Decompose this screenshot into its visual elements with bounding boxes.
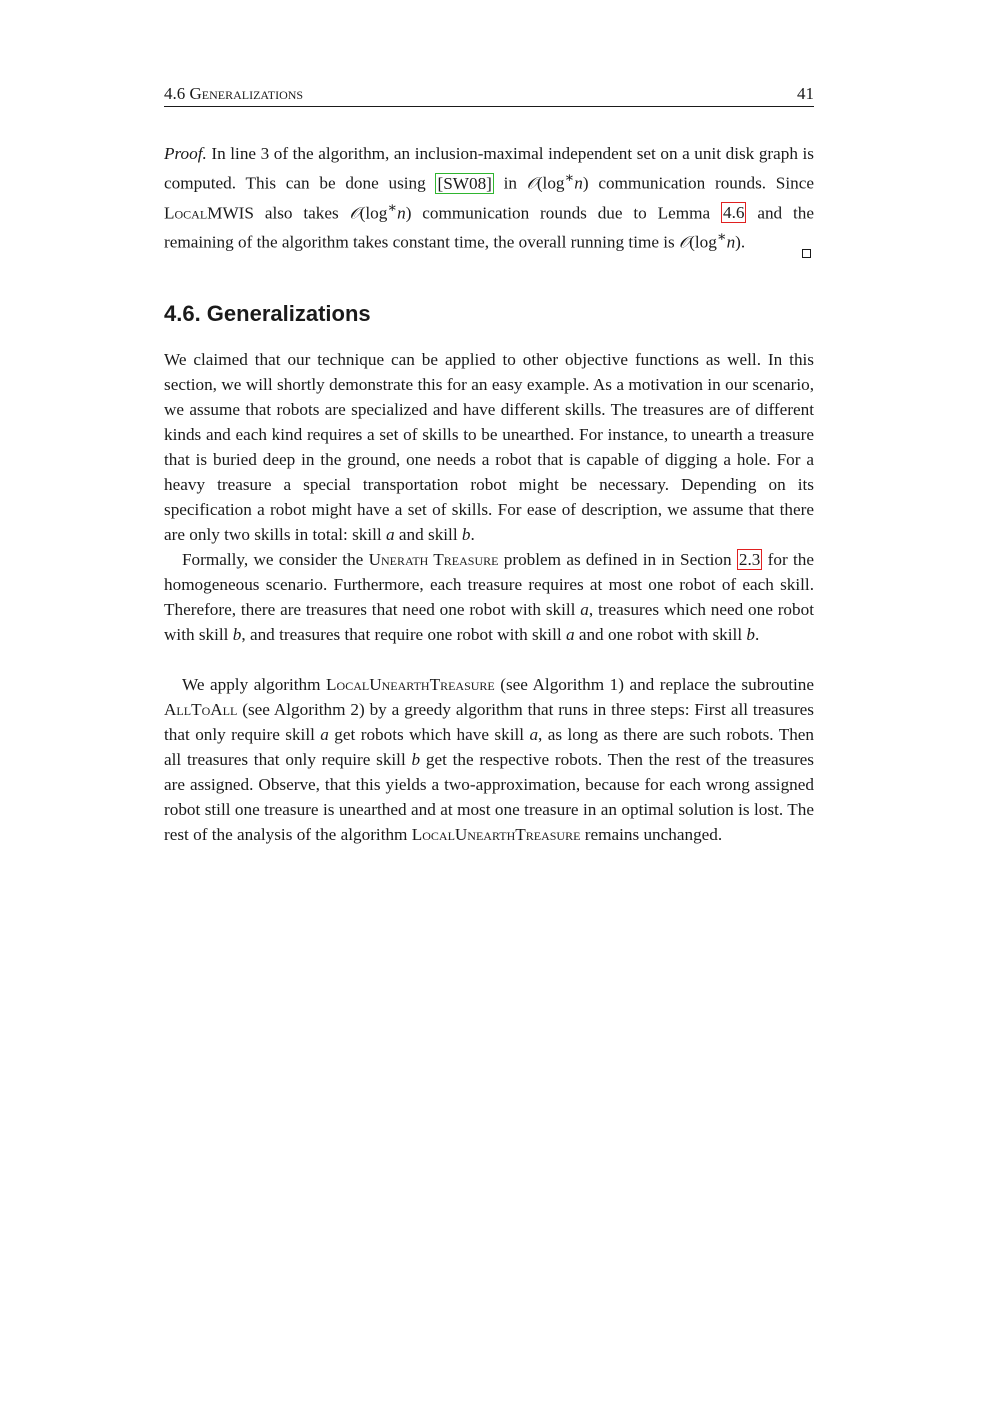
math-var-a: a <box>320 725 329 744</box>
big-o-symbol: 𝒪 <box>349 203 360 223</box>
math-text: (log <box>359 203 388 223</box>
math-var-a: a <box>386 525 395 544</box>
paragraph-text: problem as defined in in Section <box>498 550 737 569</box>
math-var-a: a <box>580 600 589 619</box>
math-var-a: a <box>565 625 575 644</box>
math-star: ∗ <box>564 170 575 186</box>
paragraph-text: , treasures which need one robot with skill <box>164 600 814 644</box>
paragraph-text: (see Algorithm 1) and replace the subroutine <box>494 675 814 694</box>
paragraph-text: remains unchanged. <box>580 825 723 844</box>
subroutine-name: AllToAll <box>164 700 238 719</box>
paragraph-text: , and treasures that require one robot with skill <box>241 625 566 644</box>
math-var-n: n <box>726 233 736 253</box>
paragraph-text: . <box>754 625 760 644</box>
math-var-b: b <box>411 750 421 769</box>
math-var-b: b <box>232 625 242 644</box>
proof-text: communication rounds. Since <box>588 173 814 193</box>
math-var-a: a <box>529 725 539 744</box>
math-text: ) <box>582 173 589 193</box>
paragraph-text: Formally, we consider the <box>182 550 369 569</box>
problem-name: Unerath Treasure <box>368 550 499 569</box>
big-o-symbol: 𝒪 <box>526 173 537 193</box>
paragraph-text: We apply algorithm <box>182 675 327 694</box>
math-text: (log <box>536 173 565 193</box>
lemma-ref-link[interactable]: 4.6 <box>722 203 745 223</box>
math-text: ) <box>735 233 741 253</box>
running-header-section: 4.6 Generalizations <box>164 84 304 103</box>
paragraph-3 <box>164 672 814 847</box>
paragraph-text: (see Algorithm 2) by a greedy algorithm that runs in three steps: First all treasures that only require skill <box>164 700 814 744</box>
qed-square-icon <box>802 249 811 258</box>
paragraph-2 <box>164 547 814 647</box>
math-var-n: n <box>574 173 583 193</box>
proof-text: communication rounds due to Lemma <box>411 203 721 223</box>
running-header <box>164 82 814 107</box>
proof-text: In line 3 of the algorithm, an inclusion-maximal independent set on a unit disk graph is computed. This can be done using <box>164 144 814 193</box>
algorithm-name: LocalUnearthTreasure <box>326 675 495 694</box>
section-ref-link[interactable]: 2.3 <box>738 550 761 569</box>
math-star: ∗ <box>716 229 727 246</box>
proof-text: also takes <box>253 203 350 223</box>
paragraph-text: get robots which have skill <box>328 725 530 744</box>
paragraph-text: get the respective robots. Then the rest of the treasures are assigned. Observe, that this yields a two-approximation, because for each wrong assigned robot still one treasure is unearthed and at most one treasure in an optimal solution is lost. The rest of the analysis of the algorithm <box>164 750 814 844</box>
math-star: ∗ <box>387 199 398 216</box>
proof-paragraph <box>164 141 814 255</box>
proof-text: in <box>493 173 527 193</box>
proof-text: and the remaining of the algorithm takes constant time, the overall running time is <box>164 203 814 253</box>
algo-name-local: Local <box>164 203 208 223</box>
paragraph-1 <box>164 347 814 547</box>
math-text: (log <box>689 233 717 253</box>
paragraph-text: We claimed that our technique can be applied to other objective functions as well. In this section, we will shortly demonstrate this for an easy example. As a motivation in our scenario, we assume that robots are specialized and have different skills. The treasures are of different kinds and each kind requires a set of skills to be unearthed. For instance, to unearth a treasure that is buried deep in the ground, one needs a robot that is capable of digging a hole. For a heavy treasure a special transportation robot might be necessary. Depending on its specification a robot might have a set of skills. For ease of description, we assume that there are only two skills in total: skill <box>164 350 814 544</box>
paragraph-text: for the homogeneous scenario. Furthermore, each treasure requires at most one robot of each skill. Therefore, there are treasures that need one robot with skill <box>164 550 814 619</box>
math-text: ) <box>405 203 412 223</box>
big-o-symbol: 𝒪 <box>679 233 690 253</box>
paragraph-text: and one robot with skill <box>574 625 747 644</box>
math-var-b: b <box>461 525 471 544</box>
citation-link-sw08[interactable]: [SW08] <box>437 173 492 193</box>
proof-label: Proof. <box>164 144 207 163</box>
page-number: 41 <box>797 84 814 103</box>
algo-name-mwis: MWIS <box>207 203 254 223</box>
paragraph-text: , as long as there are such robots. Then all treasures that only require skill <box>164 725 815 769</box>
paragraph-text: and skill <box>394 525 462 544</box>
algorithm-name: LocalUnearthTreasure <box>411 825 581 844</box>
math-var-n: n <box>397 203 406 223</box>
section-heading: 4.6. Generalizations <box>164 301 371 326</box>
math-var-b: b <box>746 625 755 644</box>
paragraph-text: . <box>470 525 475 544</box>
proof-text: . <box>740 233 746 253</box>
